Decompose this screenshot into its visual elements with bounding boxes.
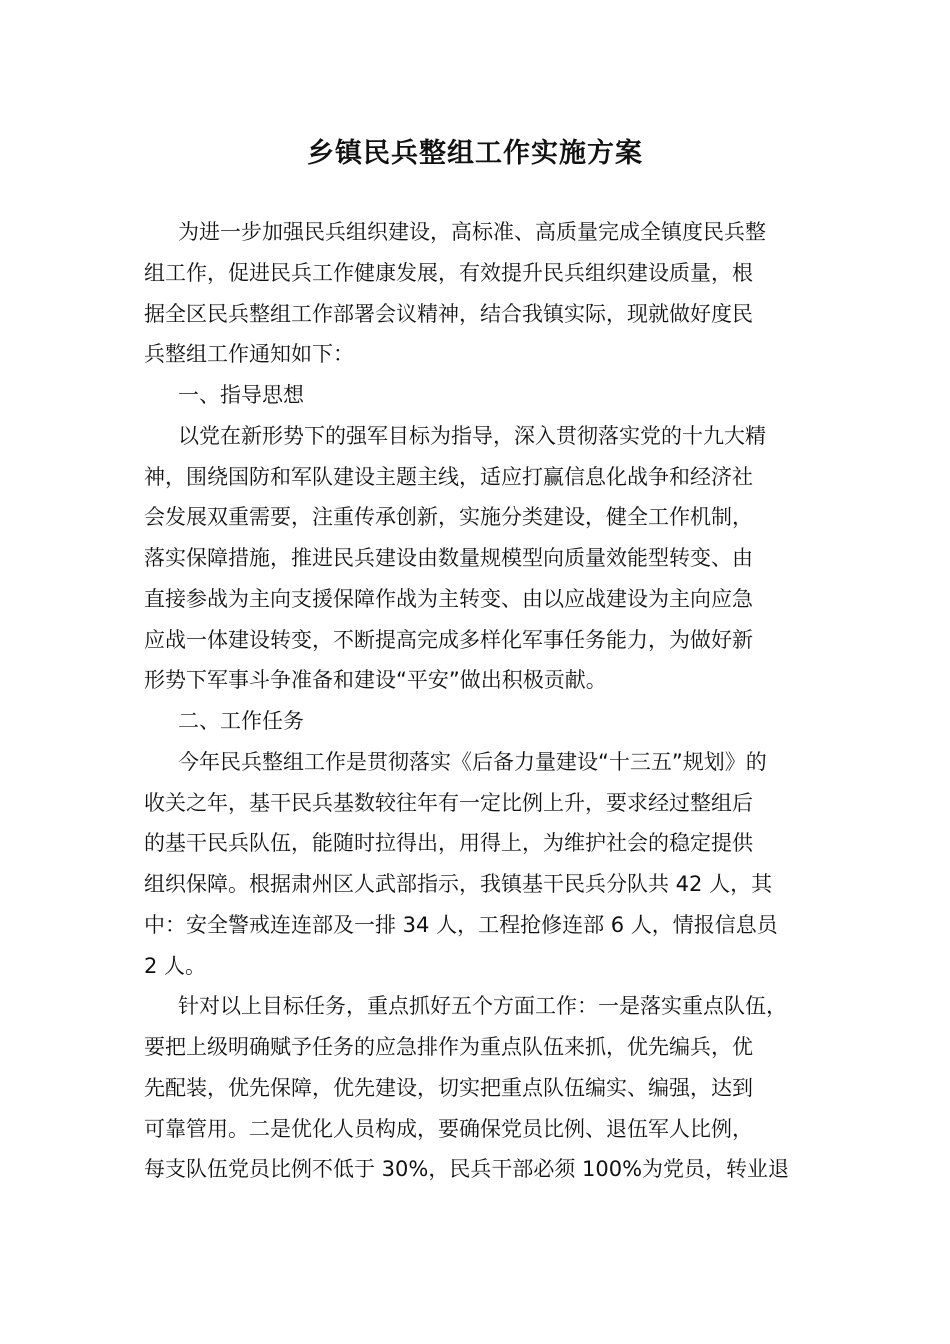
text-line: 直接参战为主向支援保障作战为主转变、由以应战建设为主向应急 — [144, 586, 753, 611]
text-line: 兵整组工作通知如下： — [144, 342, 354, 367]
text-line: 要把上级明确赋予任务的应急排作为重点队伍来抓，优先编兵，优 — [144, 1035, 753, 1059]
text-line: 可靠管用。二是优化人员构成，要确保党员比例、退伍军人比例， — [144, 1116, 753, 1141]
text-line: 组工作，促进民兵工作健康发展，有效提升民兵组织建设质量，根 — [144, 260, 753, 285]
text-line: 形势下军事斗争准备和建设“平安”做出积极贡献。 — [144, 668, 607, 693]
text-line: 收关之年，基干民兵基数较往年有一定比例上升，要求经过整组后 — [144, 790, 753, 815]
text-line: 今年民兵整组工作是贯彻落实《后备力量建设“十三五”规划》的 — [178, 749, 767, 774]
text-line: 据全区民兵整组工作部署会议精神，结合我镇实际，现就做好度民 — [144, 301, 753, 326]
document-title: 乡镇民兵整组工作实施方案 — [307, 138, 643, 169]
text-line: 落实保障措施，推进民兵建设由数量规模型向质量效能型转变、由 — [144, 546, 753, 570]
text-line: 2 人。 — [144, 953, 207, 978]
text-line: 会发展双重需要，注重传承创新，实施分类建设，健全工作机制， — [144, 505, 753, 530]
text-line: 先配装，优先保障，优先建设，切实把重点队伍编实、编强，达到 — [144, 1075, 753, 1100]
text-line: 组织保障。根据肃州区人武部指示，我镇基干民兵分队共 42 人，其 — [144, 872, 773, 896]
text-line: 每支队伍党员比例不低于 30%，民兵干部必须 100%为党员，转业退 — [144, 1157, 790, 1182]
text-line: 应战一体建设转变，不断提高完成多样化军事任务能力，为做好新 — [144, 627, 753, 652]
text-line: 二、工作任务 — [178, 709, 304, 733]
text-line: 中：安全警戒连连部及一排 34 人，工程抢修连部 6 人，情报信息员 — [144, 912, 778, 937]
text-line: 以党在新形势下的强军目标为指导，深入贯彻落实党的十九大精 — [178, 423, 766, 448]
text-line: 神，围绕国防和军队建设主题主线，适应打赢信息化战争和经济社 — [144, 464, 753, 489]
text-line: 的基干民兵队伍，能随时拉得出，用得上，为维护社会的稳定提供 — [144, 831, 753, 856]
text-line: 针对以上目标任务，重点抓好五个方面工作：一是落实重点队伍， — [178, 994, 787, 1019]
document-body — [144, 212, 809, 1190]
text-line: 为进一步加强民兵组织建设，高标准、高质量完成全镇度民兵整 — [178, 220, 766, 244]
text-line: 一、指导思想 — [178, 383, 304, 407]
